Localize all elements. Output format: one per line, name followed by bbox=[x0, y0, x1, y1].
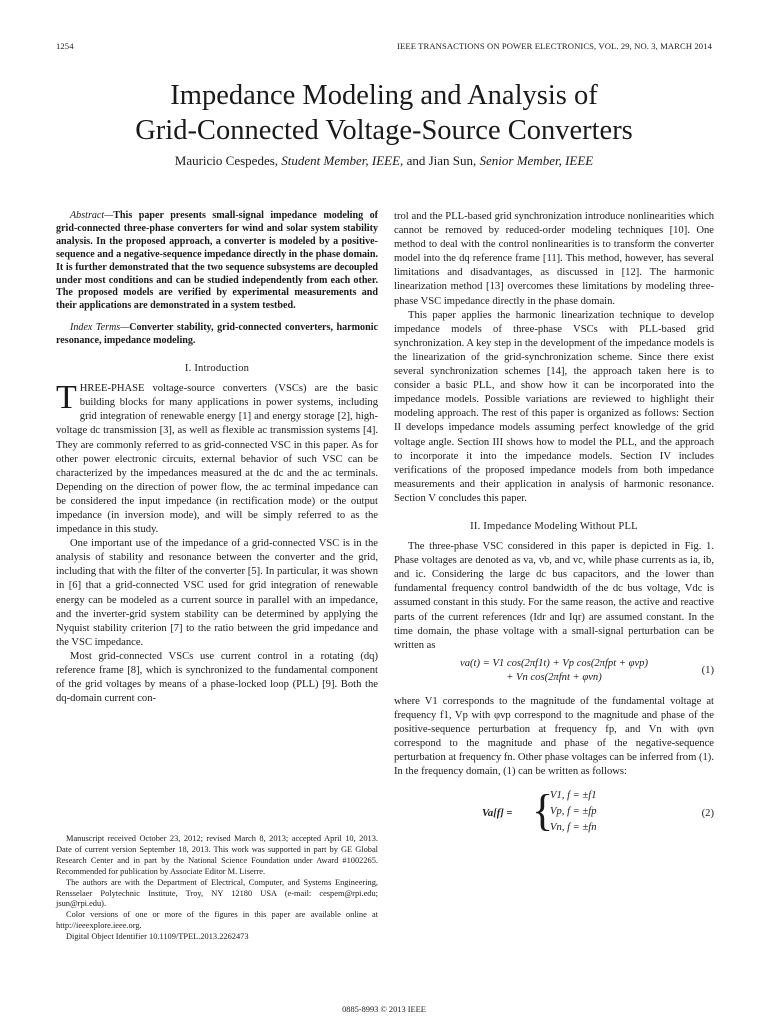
abstract-lead: Abstract— bbox=[70, 210, 114, 221]
equation-2-case-1: V1, f = ±f1 bbox=[550, 790, 597, 802]
footnotes bbox=[56, 834, 378, 943]
intro-paragraph-1 bbox=[56, 379, 378, 537]
intro-paragraph-3: Most grid-connected VSCs use current control in a rotating (dq) reference frame [8], which is synchronized to the fundamental component of the grid voltages by means of a phase-locked loop (PLL) [9]. Both the dq-domain current con- bbox=[56, 650, 378, 705]
equation-2 bbox=[394, 785, 714, 845]
equation-1-line-1: va(t) = V1 cos(2πf1t) + Vp cos(2πfpt + φvp) bbox=[460, 657, 648, 669]
right-paragraph-4: where V1 corresponds to the magnitude of the fundamental voltage at frequency f1, Vp with φvp correspond to the magnitude and phase of the positive-sequence perturbation at frequency fp, and Vn with φvn correspond to the magnitude and phase of the negative-sequence perturbation at frequency fn. Other phase voltages can be inferred from (1). In the frequency domain, (1) can be written as follows: bbox=[394, 695, 714, 778]
index-terms-lead: Index Terms— bbox=[70, 322, 130, 334]
equation-1-number: (1) bbox=[701, 664, 714, 676]
author-line bbox=[40, 153, 728, 169]
section-heading-2: II. Impedance Modeling Without PLL bbox=[470, 520, 638, 532]
journal-name: IEEE TRANSACTIONS ON POWER ELECTRONICS, VOL. 29, NO. 3, MARCH 2014 bbox=[397, 41, 712, 51]
author-1: Mauricio Cespedes, bbox=[174, 153, 279, 168]
right-paragraph-3: The three-phase VSC considered in this paper is depicted in Fig. 1. Phase voltages are denoted as va, vb, and vc, while phase currents as ia, ib, and ic. Considering the large dc bus capacitors, and the lower than fundamental frequency control bandwidth of the dc bus voltage, Vdc is assumed constant in this study. For the same reason, the active and reactive parts of the current references (Idr and Iqr) are assumed constant. In the time domain, the phase voltage with a small-signal perturbation can be written as bbox=[394, 541, 714, 651]
equation-2-case-3: Vn, f = ±fn bbox=[550, 822, 597, 834]
footnote-doi: Digital Object Identifier 10.1109/TPEL.2013.2262473 bbox=[66, 932, 249, 942]
title-line-2: Grid-Connected Voltage-Source Converters bbox=[135, 115, 633, 146]
brace-glyph: { bbox=[532, 786, 554, 836]
abstract-text: This paper presents small-signal impedance modeling of grid-connected three-phase converters for wind and solar system stability analysis. In the proposed approach, a converter is modeled by a positive-sequence and a negative-sequence impedance directly in the phase domain. It is further demonstrated that the two sequence subsystems are decoupled under most conditions and can be studied independently from each other. The proposed models are verified by experimental measurements and their applications are demonstrated in a system testbed. bbox=[56, 210, 378, 312]
copyright-footer: 0885-8993 © 2013 IEEE bbox=[342, 1005, 426, 1014]
equation-2-case-2: Vp, f = ±fp bbox=[550, 806, 597, 818]
index-terms bbox=[56, 322, 378, 348]
equation-2-cases bbox=[550, 788, 597, 836]
abstract bbox=[56, 210, 378, 313]
footnote-manuscript: Manuscript received October 23, 2012; revised March 8, 2013; accepted April 10, 2013. Date of current version September 18, 2013. This work was supported in part by GE Global Research Center and in part by the National Science Foundation under Award #1002265. Recommended for publication by Associate Editor M. Liserre. bbox=[56, 834, 378, 876]
right-paragraph-1: trol and the PLL-based grid synchronization introduce nonlinearities which cannot be removed by reduced-order modeling techniques [10]. One method to deal with the control nonlinearities is to transform the converter model into the dq reference frame [11]. This method, however, has several limitations and disadvantages, as discussed in [12]. The harmonic linearization method [13] overcomes these limitations by modeling three-phase VSC impedance directly in the phase domain. bbox=[394, 211, 714, 307]
running-head bbox=[56, 41, 712, 51]
page-number: 1254 bbox=[56, 41, 74, 51]
equation-1-line-2: + Vn cos(2πfnt + φvn) bbox=[506, 671, 602, 683]
title-line-1: Impedance Modeling and Analysis of bbox=[170, 80, 598, 111]
footnote-color: Color versions of one or more of the figures in this paper are available online at http://ieeexplore.ieee.org. bbox=[56, 910, 378, 931]
paper-title bbox=[40, 78, 728, 148]
intro-p1-text: HREE-PHASE voltage-source converters (VSCs) are the basic building blocks for many applications in power systems, including grid integration of renewable energy [1] and energy storage [2], high-voltage dc transmission [3], as well as flexible ac transmission systems [4]. They are commonly referred to as grid-connected VSC in this paper. As for other power electronic circuits, external behavior of such VSC can be characterized by the impedances measured at the dc and the ac terminals. Depending on the direction of power flow, the ac terminal impedance can be considered the input impedance (in rectification mode) or the output impedance (in inversion mode), and will be simply referred to as the impedance in this study. bbox=[56, 383, 378, 536]
intro-paragraph-2: One important use of the impedance of a grid-connected VSC is in the analysis of stability and resonance between the converter and the grid, including that with the filter of the converter [5]. In particular, it was shown in [6] that a grid-connected VSC used for grid integration of renewable energy can be modeled as a current source in parallel with an impedance, and the inverter-grid system stability can be determined by applying the Nyquist stability criterion [7] to the ratio between the grid impedance and the VSC impedance. bbox=[56, 538, 378, 648]
author-2: and Jian Sun, bbox=[406, 153, 477, 168]
equation-2-lhs: Va[f] = bbox=[482, 808, 513, 820]
section-heading-intro: I. Introduction bbox=[184, 363, 250, 375]
author-2-role: Senior Member, IEEE bbox=[479, 153, 594, 168]
index-terms-text: Converter stability, grid-connected converters, harmonic resonance, impedance modeling. bbox=[56, 322, 378, 347]
left-column bbox=[56, 210, 378, 706]
footnote-affiliation: The authors are with the Department of Electrical, Computer, and Systems Engineering, Rensselaer Polytechnic Institute, Troy, NY 12180 USA (e-mail: cespem@rpi.edu; jsun@rpi.edu). bbox=[56, 877, 378, 909]
equation-2-number: (2) bbox=[701, 808, 714, 820]
author-1-role: Student Member, IEEE, bbox=[281, 153, 404, 168]
equation-1 bbox=[394, 657, 714, 685]
right-paragraph-2: This paper applies the harmonic linearization technique to develop impedance models of three-phase VSCs with PLL-based grid synchronization. A key step in the development of the impedance models is the linearization of the grid-synchronization scheme. Since there exist several synchronization schemes [14], the approach taken here is to consider a basic PLL, and show how it can be incorporated into the impedance models. Possible variations are reviewed to highlight their modeling approach. The rest of this paper is organized as follows: Section II develops impedance models assuming perfect knowledge of the grid voltage angle. Section III shows how to model the PLL, and the approach to incorporate it into the impedance models. Section IV includes verifications of the proposed impedance models from both impedance measurements and their application in analysis of harmonic resonance. Section V concludes this paper. bbox=[394, 309, 714, 504]
right-column bbox=[394, 210, 714, 845]
drop-cap: T bbox=[56, 379, 77, 417]
